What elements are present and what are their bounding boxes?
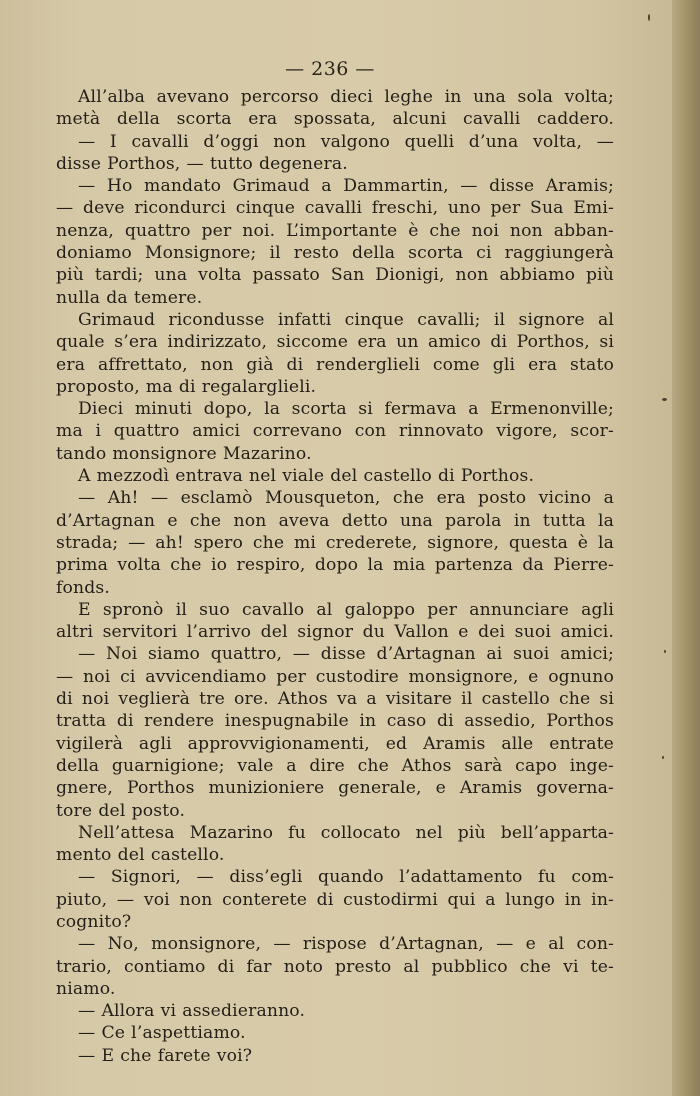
text-line: — Ce l’aspettiamo. <box>78 1023 246 1044</box>
text-line: — E che farete voi? <box>78 1045 253 1066</box>
page-number: — 236 — <box>285 58 375 80</box>
ink-speck <box>662 398 667 401</box>
text-line: nenza, quattro per noi. L’importante è che noi non abban- <box>56 220 614 241</box>
text-line: ma i quattro amici correvano con rinnovato vigore, scor- <box>56 421 614 442</box>
text-line: strada; — ah! spero che mi crederete, signore, questa è la <box>56 532 614 553</box>
text-line: niamo. <box>56 978 116 999</box>
text-line: — Ho mandato Grimaud a Dammartin, — disse Aramis; <box>78 176 614 197</box>
text-line: — Ah! — esclamò Mousqueton, che era posto vicino a <box>78 488 614 509</box>
text-line: tratta di rendere inespugnabile in caso di assedio, Porthos <box>56 711 614 732</box>
text-line: proposto, ma di regalarglieli. <box>56 376 317 397</box>
text-line: era affrettato, non già di renderglieli come gli era stato <box>56 354 614 375</box>
text-line: — I cavalli d’oggi non valgono quelli d’una volta, — <box>78 131 614 152</box>
text-line: All’alba avevano percorso dieci leghe in una sola volta; <box>78 87 614 107</box>
text-line: A mezzodì entrava nel viale del castello di Porthos. <box>78 466 535 487</box>
text-line: — Allora vi assedieranno. <box>78 1001 306 1022</box>
text-line: — deve ricondurci cinque cavalli freschi, uno per Sua Emi- <box>56 198 614 219</box>
text-line: Nell’attesa Mazarino fu collocato nel più bell’apparta- <box>78 822 614 843</box>
text-line: prima volta che io respiro, dopo la mia partenza da Pierre- <box>56 555 614 576</box>
text-line: cognito? <box>56 911 132 932</box>
text-line: gnere, Porthos munizioniere generale, e Aramis governa- <box>56 778 614 799</box>
text-line: E spronò il suo cavallo al galoppo per annunciare agli <box>78 599 614 620</box>
text-line: doniamo Monsignore; il resto della scorta ci raggiungerà <box>56 243 614 264</box>
text-line: disse Porthos, — tutto degenera. <box>56 153 348 174</box>
text-line: quale s’era indirizzato, siccome era un amico di Porthos, si <box>56 332 614 353</box>
text-line: — No, monsignore, — rispose d’Artagnan, — e al con- <box>78 934 614 955</box>
text-line: della guarnigione; vale a dire che Athos sarà capo inge- <box>56 755 614 776</box>
text-line: più tardi; una volta passato San Dionigi, non abbiamo più <box>56 265 614 286</box>
text-line: — Noi siamo quattro, — disse d’Artagnan ai suoi amici; <box>78 644 614 665</box>
text-line: altri servitori l’arrivo del signor du Vallon e dei suoi amici. <box>56 622 614 643</box>
text-line: Dieci minuti dopo, la scorta si fermava a Ermenonville; <box>78 399 614 420</box>
text-line: metà della scorta era spossata, alcuni cavalli caddero. <box>56 109 614 130</box>
page-edge <box>672 0 700 1096</box>
text-line: tando monsignore Mazarino. <box>56 443 312 464</box>
text-line: trario, contiamo di far noto presto al pubblico che vi te- <box>56 956 614 977</box>
ink-speck <box>664 650 666 653</box>
text-line: tore del posto. <box>56 800 186 821</box>
text-line: di noi veglierà tre ore. Athos va a visitare il castello che si <box>56 689 614 710</box>
text-line: piuto, — voi non conterete di custodirmi qui a lungo in in- <box>56 889 614 910</box>
text-line: — noi ci avvicendiamo per custodire monsignore, e ognuno <box>56 666 614 687</box>
text-line: nulla da temere. <box>56 287 203 308</box>
ink-speck <box>662 756 664 759</box>
text-line: fonds. <box>56 577 110 598</box>
text-line: Grimaud ricondusse infatti cinque cavalli; il signore al <box>78 309 614 330</box>
page-text <box>56 86 614 1067</box>
text-line: vigilerà agli approvvigionamenti, ed Aramis alle entrate <box>56 733 614 754</box>
text-line: mento del castello. <box>56 845 225 866</box>
text-line: d’Artagnan e che non aveva detto una parola in tutta la <box>56 510 614 531</box>
text-line: — Signori, — diss’egli quando l’adattamento fu com- <box>78 867 614 888</box>
ink-speck <box>648 14 650 21</box>
